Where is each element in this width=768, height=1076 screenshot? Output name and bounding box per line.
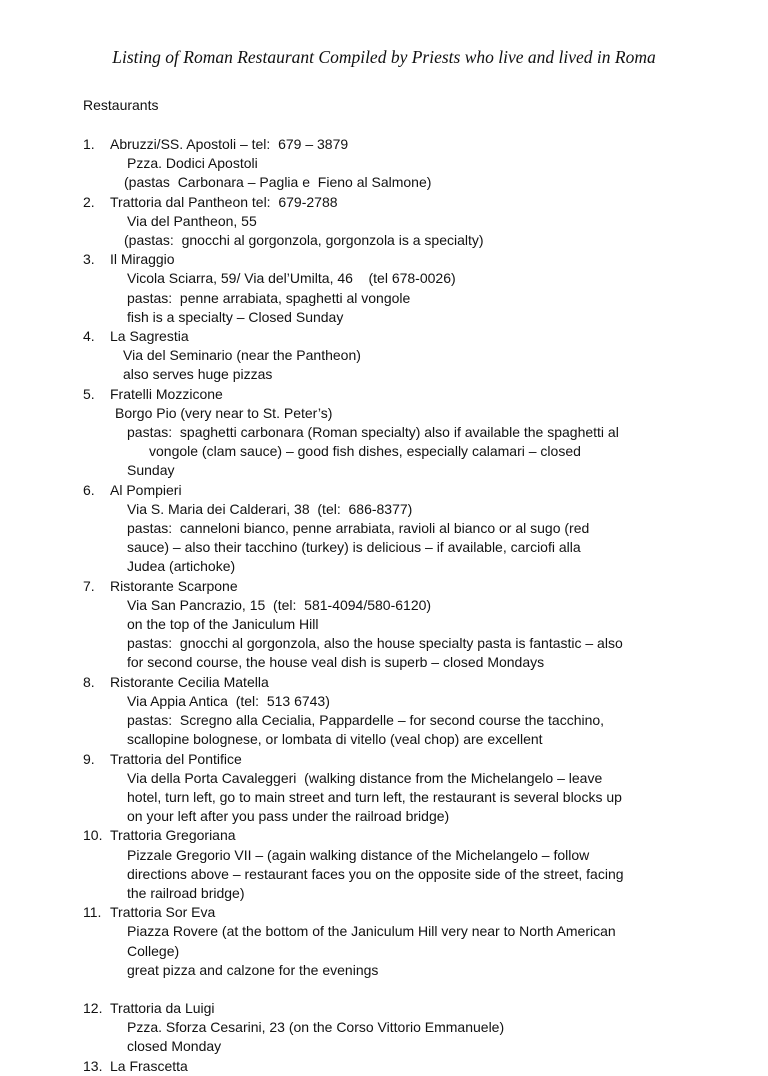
restaurant-name: Fratelli Mozzicone <box>110 385 223 402</box>
restaurant-number: 8. <box>83 673 95 690</box>
restaurant-name: Il Miraggio <box>110 251 175 268</box>
restaurant-detail-line: for second course, the house veal dish is superb – closed Mondays <box>127 654 545 671</box>
restaurant-detail-line: Borgo Pio (very near to St. Peter’s) <box>115 404 333 421</box>
restaurant-header <box>83 250 723 269</box>
restaurant-detail-line: on your left after you pass under the railroad bridge) <box>127 808 450 825</box>
restaurant-list <box>83 135 723 1076</box>
restaurant-detail-line: pastas: spaghetti carbonara (Roman specialty) also if available the spaghetti al <box>127 424 619 441</box>
restaurant-detail-line: Via S. Maria dei Calderari, 38 (tel: 686-8377) <box>127 500 413 517</box>
restaurant-entry <box>83 903 723 980</box>
restaurant-detail-line: Sunday <box>127 462 175 479</box>
restaurant-detail-line: great pizza and calzone for the evenings <box>127 961 379 978</box>
restaurant-number: 3. <box>83 251 95 268</box>
restaurant-name: Trattoria Sor Eva <box>110 904 216 921</box>
restaurant-number: 2. <box>83 193 95 210</box>
restaurant-header <box>83 481 723 500</box>
restaurant-entry <box>83 577 723 673</box>
restaurant-entry <box>83 250 723 327</box>
restaurant-name: La Sagrestia <box>110 328 189 345</box>
restaurant-header <box>83 750 723 769</box>
restaurant-number: 1. <box>83 136 95 152</box>
restaurant-detail-line: Pzza. Sforza Cesarini, 23 (on the Corso Vittorio Emmanuele) <box>127 1019 505 1036</box>
restaurant-detail-line: Piazza Rovere (at the bottom of the Janiculum Hill very near to North American <box>127 923 616 940</box>
restaurant-entry <box>83 826 723 903</box>
list-spacer <box>83 980 723 999</box>
restaurant-entry <box>83 135 723 193</box>
restaurant-header <box>83 826 723 845</box>
restaurant-name: Trattoria da Luigi <box>110 999 215 1016</box>
restaurant-detail-line: fish is a specialty – Closed Sunday <box>127 308 344 325</box>
restaurant-name: La Frascetta <box>110 1057 188 1074</box>
restaurant-name: Al Pompieri <box>110 481 182 498</box>
restaurant-name: Abruzzi/SS. Apostoli – tel: 679 – 3879 <box>110 136 349 152</box>
restaurant-entry <box>83 673 723 750</box>
restaurant-number: 13. <box>83 1057 103 1074</box>
restaurant-number: 4. <box>83 328 95 345</box>
restaurant-detail-line: on the top of the Janiculum Hill <box>127 616 319 633</box>
restaurant-entry <box>83 999 723 1057</box>
restaurant-detail-line: Via del Pantheon, 55 <box>127 212 257 229</box>
restaurant-detail-line: Vicola Sciarra, 59/ Via del’Umilta, 46 (tel 678-0026) <box>127 270 456 287</box>
restaurant-header <box>83 577 723 596</box>
restaurant-detail-line: vongole (clam sauce) – good fish dishes, especially calamari – closed <box>149 443 581 460</box>
restaurant-header <box>83 327 723 346</box>
restaurant-detail-line: pastas: canneloni bianco, penne arrabiata, ravioli al bianco or al sugo (red <box>127 520 590 537</box>
restaurant-detail-line: pastas: Scregno alla Cecialia, Pappardelle – for second course the tacchino, <box>127 712 605 729</box>
restaurant-name: Trattoria Gregoriana <box>110 827 236 844</box>
restaurant-detail-line: (pastas: gnocchi al gorgonzola, gorgonzola is a specialty) <box>124 232 484 249</box>
restaurant-entry <box>83 1057 723 1076</box>
document-title: Listing of Roman Restaurant Compiled by Priests who live and lived in Roma <box>112 47 656 67</box>
restaurant-detail-line: Via del Seminario (near the Pantheon) <box>123 347 361 364</box>
restaurant-detail-line: the railroad bridge) <box>127 884 245 901</box>
restaurant-number: 10. <box>83 827 103 844</box>
restaurant-detail-line: Pzza. Dodici Apostoli <box>127 155 258 172</box>
restaurant-header <box>83 135 723 154</box>
restaurant-number: 12. <box>83 999 103 1016</box>
restaurant-number: 6. <box>83 481 95 498</box>
restaurant-detail-line: (pastas Carbonara – Paglia e Fieno al Salmone) <box>124 174 432 191</box>
restaurant-entry <box>83 193 723 251</box>
restaurant-detail-line: Via Appia Antica (tel: 513 6743) <box>127 692 330 709</box>
restaurant-number: 7. <box>83 577 95 594</box>
restaurant-number: 11. <box>83 904 102 921</box>
restaurant-detail-line: College) <box>127 942 180 959</box>
restaurant-header <box>83 193 723 212</box>
restaurant-detail-line: pastas: penne arrabiata, spaghetti al vongole <box>127 289 411 306</box>
restaurant-name: Ristorante Scarpone <box>110 577 238 594</box>
restaurant-entry <box>83 481 723 577</box>
restaurant-detail-line: hotel, turn left, go to main street and turn left, the restaurant is several blocks up <box>127 788 622 805</box>
restaurant-detail-line: also serves huge pizzas <box>123 366 273 383</box>
restaurant-entry <box>83 327 723 385</box>
restaurant-entry <box>83 385 723 481</box>
restaurant-detail-line: Via della Porta Cavaleggeri (walking distance from the Michelangelo – leave <box>127 769 603 786</box>
restaurant-detail-line: Judea (artichoke) <box>127 558 236 575</box>
restaurant-name: Ristorante Cecilia Matella <box>110 673 269 690</box>
restaurant-header <box>83 903 723 922</box>
restaurant-header <box>83 385 723 404</box>
restaurant-detail-line: Via San Pancrazio, 15 (tel: 581-4094/580-6120) <box>127 596 432 613</box>
restaurant-name: Trattoria dal Pantheon tel: 679-2788 <box>110 193 338 210</box>
restaurant-detail-line: Pizzale Gregorio VII – (again walking distance of the Michelangelo – follow <box>127 846 590 863</box>
restaurant-header <box>83 673 723 692</box>
restaurant-entry <box>83 750 723 827</box>
restaurant-header <box>83 1057 723 1076</box>
restaurant-name: Trattoria del Pontifice <box>110 750 242 767</box>
restaurant-header <box>83 999 723 1018</box>
restaurant-number: 5. <box>83 385 95 402</box>
section-heading: Restaurants <box>83 97 159 113</box>
restaurant-detail-line: directions above – restaurant faces you on the opposite side of the street, facing <box>127 865 624 882</box>
restaurant-detail-line: scallopine bolognese, or lombata di vitello (veal chop) are excellent <box>127 731 543 748</box>
restaurant-detail-line: pastas: gnocchi al gorgonzola, also the house specialty pasta is fantastic – also <box>127 635 623 652</box>
restaurant-detail-line: sauce) – also their tacchino (turkey) is delicious – if available, carciofi alla <box>127 539 581 556</box>
restaurant-number: 9. <box>83 750 95 767</box>
restaurant-detail-line: closed Monday <box>127 1038 222 1055</box>
